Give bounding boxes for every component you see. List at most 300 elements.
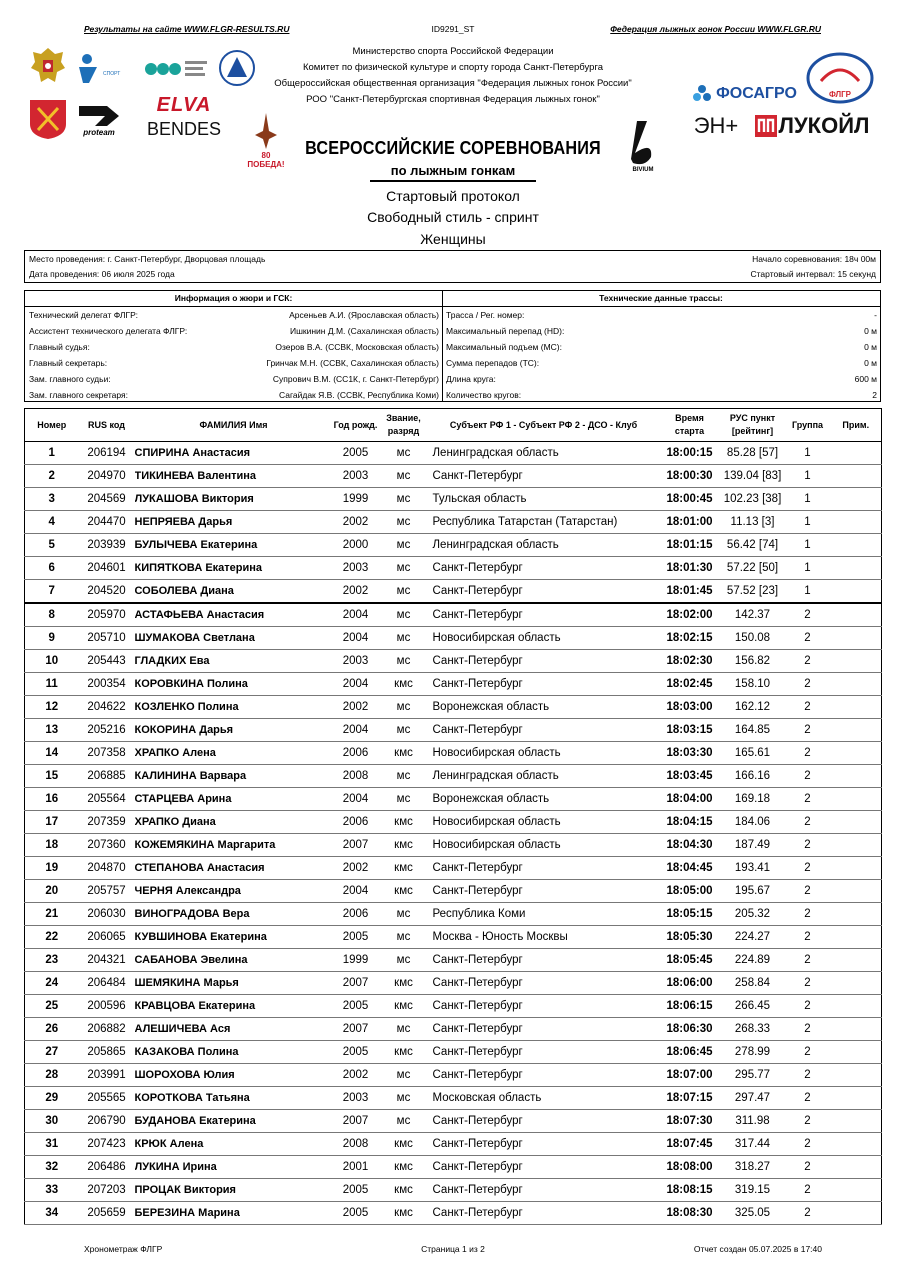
table-row [25,1110,882,1133]
athlete-list [25,442,882,1225]
athlete-rus-points: 319.15 [721,1179,785,1202]
athlete-region-club: Санкт-Петербург [429,557,659,580]
athlete-name: ВИНОГРАДОВА Вера [135,903,333,926]
athlete-name: КРАВЦОВА Екатерина [135,995,333,1018]
athlete-rus-code: 204569 [79,488,135,511]
athlete-rank: мс [379,788,429,811]
athlete-rus-points: 139.04 [83] [721,465,785,488]
footer-timing: Хронометраж ФЛГР [84,1244,163,1254]
athlete-birth-year: 2006 [333,811,379,834]
athlete-rus-points: 57.52 [23] [721,580,785,604]
athlete-note [831,511,882,534]
athlete-birth-year: 2004 [333,880,379,903]
athlete-birth-year: 2005 [333,1202,379,1225]
athlete-rus-code: 206882 [79,1018,135,1041]
athlete-name: АСТАФЬЕВА Анастасия [135,603,333,627]
athlete-region-club: Санкт-Петербург [429,1110,659,1133]
athlete-group: 2 [785,995,831,1018]
document-id: ID9291_ST [431,24,475,34]
athlete-birth-year: 2005 [333,926,379,949]
athlete-note [831,534,882,557]
athlete-number: 18 [25,834,79,857]
athlete-number: 27 [25,1041,79,1064]
athlete-note [831,557,882,580]
athlete-rus-code: 205757 [79,880,135,903]
athlete-name: ТИКИНЕВА Валентина [135,465,333,488]
athlete-birth-year: 2002 [333,857,379,880]
athlete-rus-code: 205565 [79,1087,135,1110]
athlete-note [831,1064,882,1087]
table-row [25,834,882,857]
track-header: Технические данные трассы: [442,291,880,307]
athlete-rank: мс [379,1087,429,1110]
athlete-group: 1 [785,557,831,580]
athlete-rank: мс [379,650,429,673]
athlete-start-time: 18:03:00 [659,696,721,719]
athlete-rus-points: 278.99 [721,1041,785,1064]
table-row [25,880,882,903]
athlete-start-time: 18:05:15 [659,903,721,926]
athlete-birth-year: 2007 [333,1110,379,1133]
athlete-rank: кмс [379,1179,429,1202]
table-row [25,949,882,972]
athlete-name: ХРАПКО Алена [135,742,333,765]
athlete-birth-year: 2004 [333,603,379,627]
athlete-name: ЛУКАШОВА Виктория [135,488,333,511]
athlete-group: 2 [785,903,831,926]
athlete-number: 28 [25,1064,79,1087]
athlete-name: КИПЯТКОВА Екатерина [135,557,333,580]
athlete-group: 2 [785,719,831,742]
athlete-rank: кмс [379,834,429,857]
athlete-name: СОБОЛЕВА Диана [135,580,333,604]
table-row [25,603,882,627]
athlete-note [831,1087,882,1110]
athlete-birth-year: 1999 [333,949,379,972]
proteam-logo: proteam [74,98,124,140]
athlete-rus-points: 169.18 [721,788,785,811]
athlete-name: БУДАНОВА Екатерина [135,1110,333,1133]
athlete-birth-year: 2007 [333,834,379,857]
athlete-rank: мс [379,1110,429,1133]
table-row [25,1202,882,1225]
athlete-number: 31 [25,1133,79,1156]
athlete-note [831,465,882,488]
athlete-start-time: 18:04:45 [659,857,721,880]
table-row [25,1087,882,1110]
athlete-rus-points: 193.41 [721,857,785,880]
athlete-group: 2 [785,1110,831,1133]
phosagro-logo: ФОСАГРО [688,82,800,106]
athlete-rus-points: 164.85 [721,719,785,742]
athlete-start-time: 18:01:15 [659,534,721,557]
athlete-rus-points: 195.67 [721,880,785,903]
col-points-header: РУС пункт [рейтинг] [721,409,785,442]
athlete-rus-code: 204601 [79,557,135,580]
table-row [25,765,882,788]
table-row [25,1041,882,1064]
athlete-rus-code: 206885 [79,765,135,788]
track-row: Максимальный перепад (HD): 0 м [446,326,877,336]
athlete-rank: мс [379,949,429,972]
athlete-rus-code: 206065 [79,926,135,949]
athlete-note [831,1179,882,1202]
athlete-name: КУВШИНОВА Екатерина [135,926,333,949]
table-row [25,1018,882,1041]
competition-title: ВСЕРОССИЙСКИЕ СОРЕВНОВАНИЯ [305,138,601,158]
spb-coat-of-arms-logo [28,98,68,140]
col-group-header: Группа [785,409,831,442]
athlete-group: 2 [785,673,831,696]
athlete-rank: мс [379,534,429,557]
athlete-note [831,1156,882,1179]
athlete-rus-points: 224.27 [721,926,785,949]
athlete-birth-year: 2008 [333,1133,379,1156]
athlete-birth-year: 2002 [333,696,379,719]
venue-place: Место проведения: г. Санкт-Петербург, Дворцовая площадь [29,254,266,264]
athlete-rank: мс [379,903,429,926]
athlete-note [831,880,882,903]
athlete-rank: кмс [379,880,429,903]
athlete-note [831,788,882,811]
athlete-birth-year: 2004 [333,627,379,650]
athlete-note [831,742,882,765]
athlete-number: 29 [25,1087,79,1110]
race-category: Женщины [420,231,486,247]
athlete-group: 2 [785,857,831,880]
athlete-birth-year: 2001 [333,1156,379,1179]
athlete-name: ШЕМЯКИНА Марья [135,972,333,995]
results-site-link[interactable]: Результаты на сайте WWW.FLGR-RESULTS.RU [84,24,290,34]
footer-report-date: Отчет создан 05.07.2025 в 17:40 [693,1244,822,1254]
athlete-region-club: Ленинградская область [429,442,659,465]
athlete-rus-points: 56.42 [74] [721,534,785,557]
athlete-name: АЛЕШИЧЕВА Ася [135,1018,333,1041]
athlete-region-club: Новосибирская область [429,627,659,650]
athlete-rus-code: 204470 [79,511,135,534]
athlete-start-time: 18:05:30 [659,926,721,949]
athlete-region-club: Ленинградская область [429,765,659,788]
lukoil-logo: ЛУКОЙЛ [748,112,876,140]
race-discipline: Свободный стиль - спринт [367,209,539,225]
table-row [25,742,882,765]
athlete-birth-year: 2006 [333,903,379,926]
athlete-name: КОЖЕМЯКИНА Маргарита [135,834,333,857]
competition-subtitle: по лыжным гонкам [370,162,536,182]
athlete-rus-code: 204622 [79,696,135,719]
athlete-rank: кмс [379,995,429,1018]
athlete-name: СТЕПАНОВА Анастасия [135,857,333,880]
flgr-logo [804,50,876,106]
athlete-group: 2 [785,1064,831,1087]
athlete-birth-year: 2004 [333,719,379,742]
athlete-region-club: Санкт-Петербург [429,880,659,903]
athlete-note [831,949,882,972]
track-row: Сумма перепадов (TC): 0 м [446,358,877,368]
athlete-rus-points: 184.06 [721,811,785,834]
jury-row: Главный судья: Озеров В.А. (ССВК, Московская область) [29,342,439,352]
athlete-region-club: Санкт-Петербург [429,650,659,673]
athlete-rank: кмс [379,857,429,880]
athlete-rus-points: 102.23 [38] [721,488,785,511]
athlete-start-time: 18:07:15 [659,1087,721,1110]
athlete-name: ГЛАДКИХ Ева [135,650,333,673]
athlete-rank: мс [379,580,429,604]
athlete-rus-points: 187.49 [721,834,785,857]
athlete-number: 4 [25,511,79,534]
athlete-number: 21 [25,903,79,926]
col-start-time-header: Время старта [659,409,721,442]
athlete-start-time: 18:03:45 [659,765,721,788]
athlete-start-time: 18:08:30 [659,1202,721,1225]
organizer-line: Общероссийская общественная организация "Федерация лыжных гонок России" [274,78,632,89]
athlete-rank: кмс [379,972,429,995]
athlete-number: 23 [25,949,79,972]
athlete-name: КАЗАКОВА Полина [135,1041,333,1064]
athlete-name: ПРОЦАК Виктория [135,1179,333,1202]
en-plus-logo: ЭН+ [693,113,739,138]
athlete-group: 2 [785,880,831,903]
athlete-rank: мс [379,1018,429,1041]
athlete-number: 14 [25,742,79,765]
athlete-rank: кмс [379,1041,429,1064]
athlete-rank: мс [379,442,429,465]
athlete-note [831,442,882,465]
athlete-birth-year: 2005 [333,1041,379,1064]
athlete-name: ХРАПКО Диана [135,811,333,834]
athlete-start-time: 18:04:15 [659,811,721,834]
track-row: Трасса / Рег. номер: - [446,310,877,320]
athlete-rus-code: 207359 [79,811,135,834]
athlete-start-time: 18:03:15 [659,719,721,742]
athlete-start-time: 18:05:00 [659,880,721,903]
athlete-start-time: 18:04:00 [659,788,721,811]
athlete-rus-code: 205443 [79,650,135,673]
athlete-group: 2 [785,834,831,857]
federation-site-link[interactable]: Федерация лыжных гонок России WWW.FLGR.RU [610,24,821,34]
athlete-region-club: Санкт-Петербург [429,580,659,604]
table-header-row [25,409,882,442]
athlete-group: 1 [785,580,831,604]
athlete-group: 2 [785,788,831,811]
spb-sport-committee-logo [142,54,210,84]
start-list-table [24,408,882,1225]
table-row [25,557,882,580]
athlete-rank: мс [379,557,429,580]
athlete-start-time: 18:08:15 [659,1179,721,1202]
table-row [25,580,882,604]
athlete-birth-year: 2002 [333,511,379,534]
athlete-number: 15 [25,765,79,788]
athlete-name: ЛУКИНА Ирина [135,1156,333,1179]
athlete-rus-points: 224.89 [721,949,785,972]
athlete-number: 30 [25,1110,79,1133]
athlete-name: КРЮК Алена [135,1133,333,1156]
athlete-region-club: Воронежская область [429,696,659,719]
athlete-name: КОКОРИНА Дарья [135,719,333,742]
athlete-start-time: 18:01:30 [659,557,721,580]
athlete-region-club: Московская область [429,1087,659,1110]
athlete-note [831,696,882,719]
athlete-group: 2 [785,627,831,650]
athlete-region-club: Тульская область [429,488,659,511]
athlete-region-club: Санкт-Петербург [429,465,659,488]
athlete-start-time: 18:07:45 [659,1133,721,1156]
organizer-line: РОО "Санкт-Петербургская спортивная Федерация лыжных гонок" [306,94,600,105]
athlete-number: 8 [25,603,79,627]
athlete-rus-points: 85.28 [57] [721,442,785,465]
athlete-rus-code: 206194 [79,442,135,465]
athlete-region-club: Республика Татарстан (Татарстан) [429,511,659,534]
athlete-start-time: 18:03:30 [659,742,721,765]
col-name-header: ФАМИЛИЯ Имя [135,409,333,442]
athlete-number: 19 [25,857,79,880]
athlete-start-time: 18:02:15 [659,627,721,650]
athlete-rank: мс [379,765,429,788]
table-row [25,995,882,1018]
athlete-region-club: Воронежская область [429,788,659,811]
athlete-rus-code: 207360 [79,834,135,857]
athlete-name: КАЛИНИНА Варвара [135,765,333,788]
table-row [25,534,882,557]
athlete-rus-points: 268.33 [721,1018,785,1041]
bendes-logo: BENDES [146,118,222,139]
athlete-number: 9 [25,627,79,650]
athlete-number: 10 [25,650,79,673]
athlete-note [831,1133,882,1156]
athlete-number: 1 [25,442,79,465]
athlete-region-club: Москва - Юность Москвы [429,926,659,949]
footer-page-number: Страница 1 из 2 [421,1244,485,1254]
col-rank-header: Звание, разряд [379,409,429,442]
athlete-rus-points: 318.27 [721,1156,785,1179]
athlete-rus-points: 57.22 [50] [721,557,785,580]
table-row [25,442,882,465]
athlete-start-time: 18:07:30 [659,1110,721,1133]
athlete-birth-year: 2003 [333,557,379,580]
athlete-rus-code: 206030 [79,903,135,926]
athlete-start-time: 18:05:45 [659,949,721,972]
table-row [25,1133,882,1156]
athlete-name: СПИРИНА Анастасия [135,442,333,465]
table-row [25,627,882,650]
bivium-logo: BIVIUM [620,116,666,176]
table-row [25,696,882,719]
athlete-rus-code: 205564 [79,788,135,811]
athlete-number: 26 [25,1018,79,1041]
victory-80-logo: 80 ПОБЕДА! [246,108,286,172]
sport-ministry-logo [74,50,134,86]
athlete-region-club: Санкт-Петербург [429,995,659,1018]
russia-emblem-logo [28,46,68,86]
table-row [25,1064,882,1087]
table-row [25,857,882,880]
athlete-note [831,650,882,673]
athlete-birth-year: 2004 [333,673,379,696]
athlete-rank: кмс [379,811,429,834]
athlete-rus-code: 204520 [79,580,135,604]
jury-row: Технический делегат ФЛГР: Арсеньев А.И. (Ярославская область) [29,310,439,320]
athlete-name: НЕПРЯЕВА Дарья [135,511,333,534]
athlete-number: 5 [25,534,79,557]
athlete-rank: мс [379,696,429,719]
table-row [25,511,882,534]
athlete-region-club: Санкт-Петербург [429,1156,659,1179]
athlete-rus-code: 205659 [79,1202,135,1225]
track-row: Длина круга: 600 м [446,374,877,384]
protocol-type: Стартовый протокол [386,188,520,204]
table-row [25,673,882,696]
athlete-number: 12 [25,696,79,719]
athlete-rus-code: 200354 [79,673,135,696]
athlete-rus-points: 158.10 [721,673,785,696]
athlete-note [831,834,882,857]
athlete-group: 2 [785,949,831,972]
athlete-rus-points: 297.47 [721,1087,785,1110]
athlete-birth-year: 2004 [333,788,379,811]
athlete-start-time: 18:00:45 [659,488,721,511]
athlete-note [831,765,882,788]
athlete-group: 2 [785,1087,831,1110]
athlete-region-club: Новосибирская область [429,834,659,857]
athlete-rus-points: 142.37 [721,603,785,627]
athlete-rus-code: 203939 [79,534,135,557]
athlete-number: 34 [25,1202,79,1225]
athlete-group: 2 [785,811,831,834]
athlete-group: 2 [785,603,831,627]
athlete-note [831,673,882,696]
athlete-rus-code: 203991 [79,1064,135,1087]
venue-date: Дата проведения: 06 июля 2025 года [29,269,175,279]
athlete-rus-code: 207358 [79,742,135,765]
athlete-rus-points: 11.13 [3] [721,511,785,534]
table-row [25,465,882,488]
athlete-group: 1 [785,442,831,465]
athlete-rus-code: 205216 [79,719,135,742]
athlete-rus-points: 258.84 [721,972,785,995]
athlete-region-club: Санкт-Петербург [429,1018,659,1041]
athlete-group: 1 [785,534,831,557]
organizer-line: Министерство спорта Российской Федерации [352,46,554,57]
athlete-region-club: Санкт-Петербург [429,603,659,627]
athlete-name: САБАНОВА Эвелина [135,949,333,972]
athlete-note [831,811,882,834]
athlete-birth-year: 2002 [333,580,379,604]
athlete-group: 1 [785,511,831,534]
athlete-group: 1 [785,465,831,488]
athlete-rus-code: 205970 [79,603,135,627]
jury-row: Главный секретарь: Гринчак М.Н. (ССВК, Сахалинская область) [29,358,439,368]
athlete-rus-code: 206484 [79,972,135,995]
athlete-region-club: Санкт-Петербург [429,949,659,972]
athlete-rank: мс [379,1064,429,1087]
athlete-group: 2 [785,1202,831,1225]
athlete-note [831,580,882,604]
athlete-rank: мс [379,603,429,627]
athlete-region-club: Санкт-Петербург [429,1041,659,1064]
organizer-line: Комитет по физической культуре и спорту города Санкт-Петербурга [302,62,604,73]
athlete-rus-code: 207423 [79,1133,135,1156]
athlete-rank: кмс [379,742,429,765]
table-row [25,719,882,742]
athlete-start-time: 18:00:30 [659,465,721,488]
table-row [25,1179,882,1202]
athlete-start-time: 18:07:00 [659,1064,721,1087]
athlete-rank: кмс [379,1156,429,1179]
athlete-name: ШУМАКОВА Светлана [135,627,333,650]
athlete-name: БЕРЕЗИНА Марина [135,1202,333,1225]
start-interval-info: Стартовый интервал: 15 секунд [750,269,876,279]
